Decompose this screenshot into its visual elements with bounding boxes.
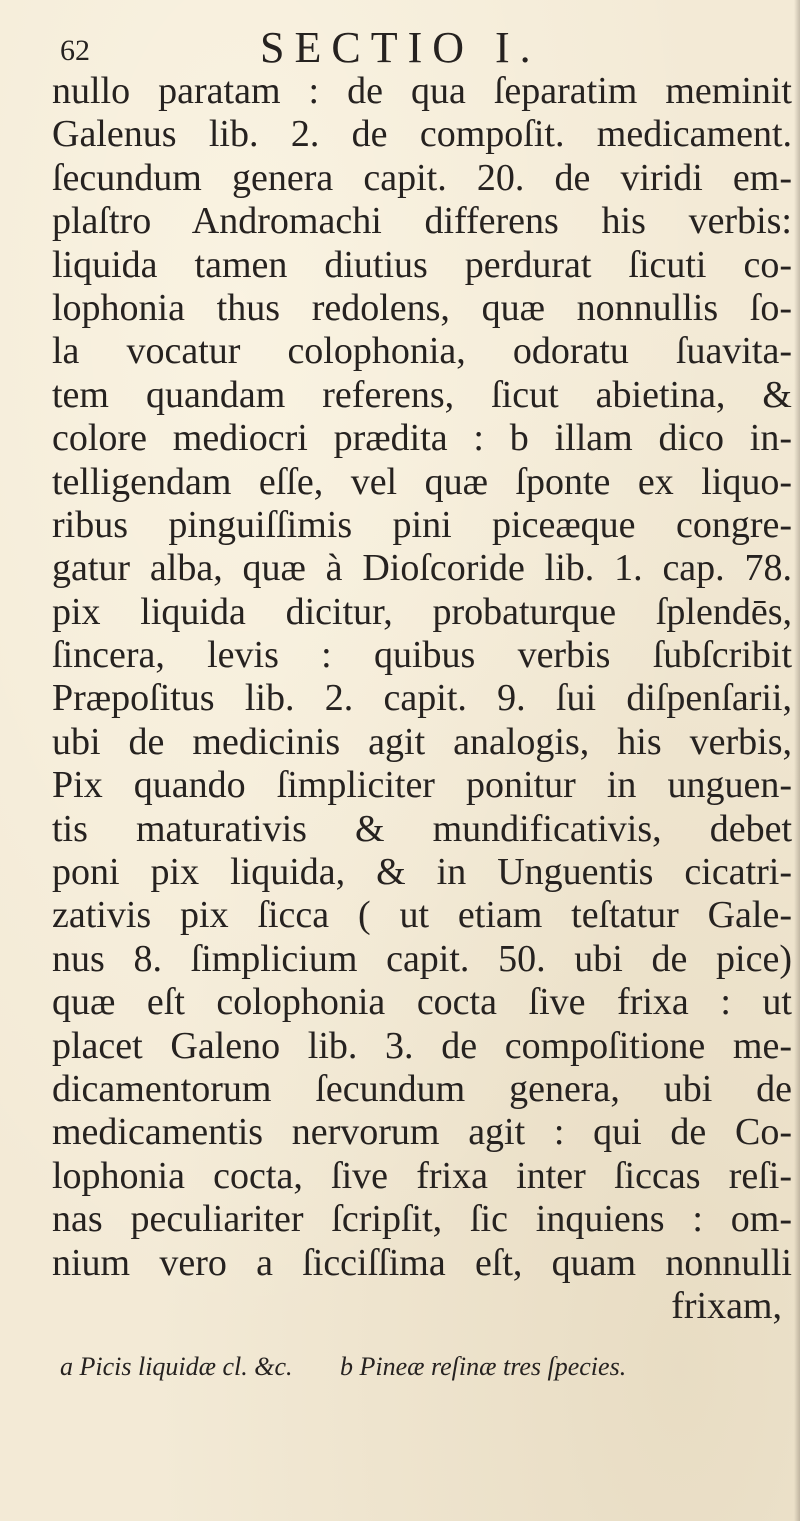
text-line: dicamentorum ſecundum genera, ubi de xyxy=(52,1067,792,1110)
footnote-a: a Picis liquidæ cl. &c. xyxy=(60,1352,293,1381)
footnote-b: b Pineæ reſinæ tres ſpecies. xyxy=(340,1352,627,1381)
running-head: SECTIO I. xyxy=(260,23,541,72)
text-line: liquida tamen diutius perdurat ſicuti co- xyxy=(52,243,792,286)
page-edge-shadow xyxy=(794,0,800,1521)
text-line: tis maturativis & mundificativis, debet xyxy=(52,807,792,850)
text-line: Galenus lib. 2. de compoſit. medicament. xyxy=(52,113,792,156)
text-line: lophonia thus redolens, quæ nonnullis ſo- xyxy=(52,286,792,329)
text-line: lophonia cocta, ſive frixa inter ſiccas reſi- xyxy=(52,1154,792,1197)
text-line: gatur alba, quæ à Dioſcoride lib. 1. cap. 78. xyxy=(52,547,792,590)
text-line: nus 8. ſimplicium capit. 50. ubi de pice) xyxy=(52,937,792,980)
text-line: la vocatur colophonia, odoratu ſuavita- xyxy=(52,330,792,373)
text-line: Pix quando ſimpliciter ponitur in unguen- xyxy=(52,764,792,807)
text-line: Præpoſitus lib. 2. capit. 9. ſui diſpenſarii, xyxy=(52,677,792,720)
body-text xyxy=(52,70,792,1328)
page-number: 62 xyxy=(60,34,90,67)
page-header xyxy=(60,14,760,74)
text-line: pix liquida dicitur, probaturque ſplendēs, xyxy=(52,590,792,633)
text-line: nium vero a ſicciſſima eſt, quam nonnulli xyxy=(52,1241,792,1284)
marginal-notes xyxy=(60,1352,760,1402)
text-line: poni pix liquida, & in Unguentis cicatri- xyxy=(52,851,792,894)
text-line: ſincera, levis : quibus verbis ſubſcribit xyxy=(52,634,792,677)
text-line: telligendam eſſe, vel quæ ſponte ex liquo- xyxy=(52,460,792,503)
text-line: zativis pix ſicca ( ut etiam teſtatur Gale- xyxy=(52,894,792,937)
text-line: placet Galeno lib. 3. de compoſitione me- xyxy=(52,1024,792,1067)
text-line: plaſtro Andromachi differens his verbis: xyxy=(52,200,792,243)
text-line: nullo paratam : de qua ſeparatim meminit xyxy=(52,70,792,112)
text-line: nas peculiariter ſcripſit, ſic inquiens : om- xyxy=(52,1198,792,1241)
text-line: medicamentis nervorum agit : qui de Co- xyxy=(52,1111,792,1154)
text-line: colore mediocri prædita : b illam dico in- xyxy=(52,417,792,460)
text-line: ſecundum genera capit. 20. de viridi em- xyxy=(52,156,792,199)
catchword: frixam, xyxy=(671,1284,782,1327)
text-line: tem quandam referens, ſicut abietina, & xyxy=(52,373,792,416)
text-line: ubi de medicinis agit analogis, his verbis, xyxy=(52,720,792,763)
text-line: quæ eſt colophonia cocta ſive frixa : ut xyxy=(52,981,792,1024)
text-line: ribus pinguiſſimis pini piceæque congre- xyxy=(52,503,792,546)
